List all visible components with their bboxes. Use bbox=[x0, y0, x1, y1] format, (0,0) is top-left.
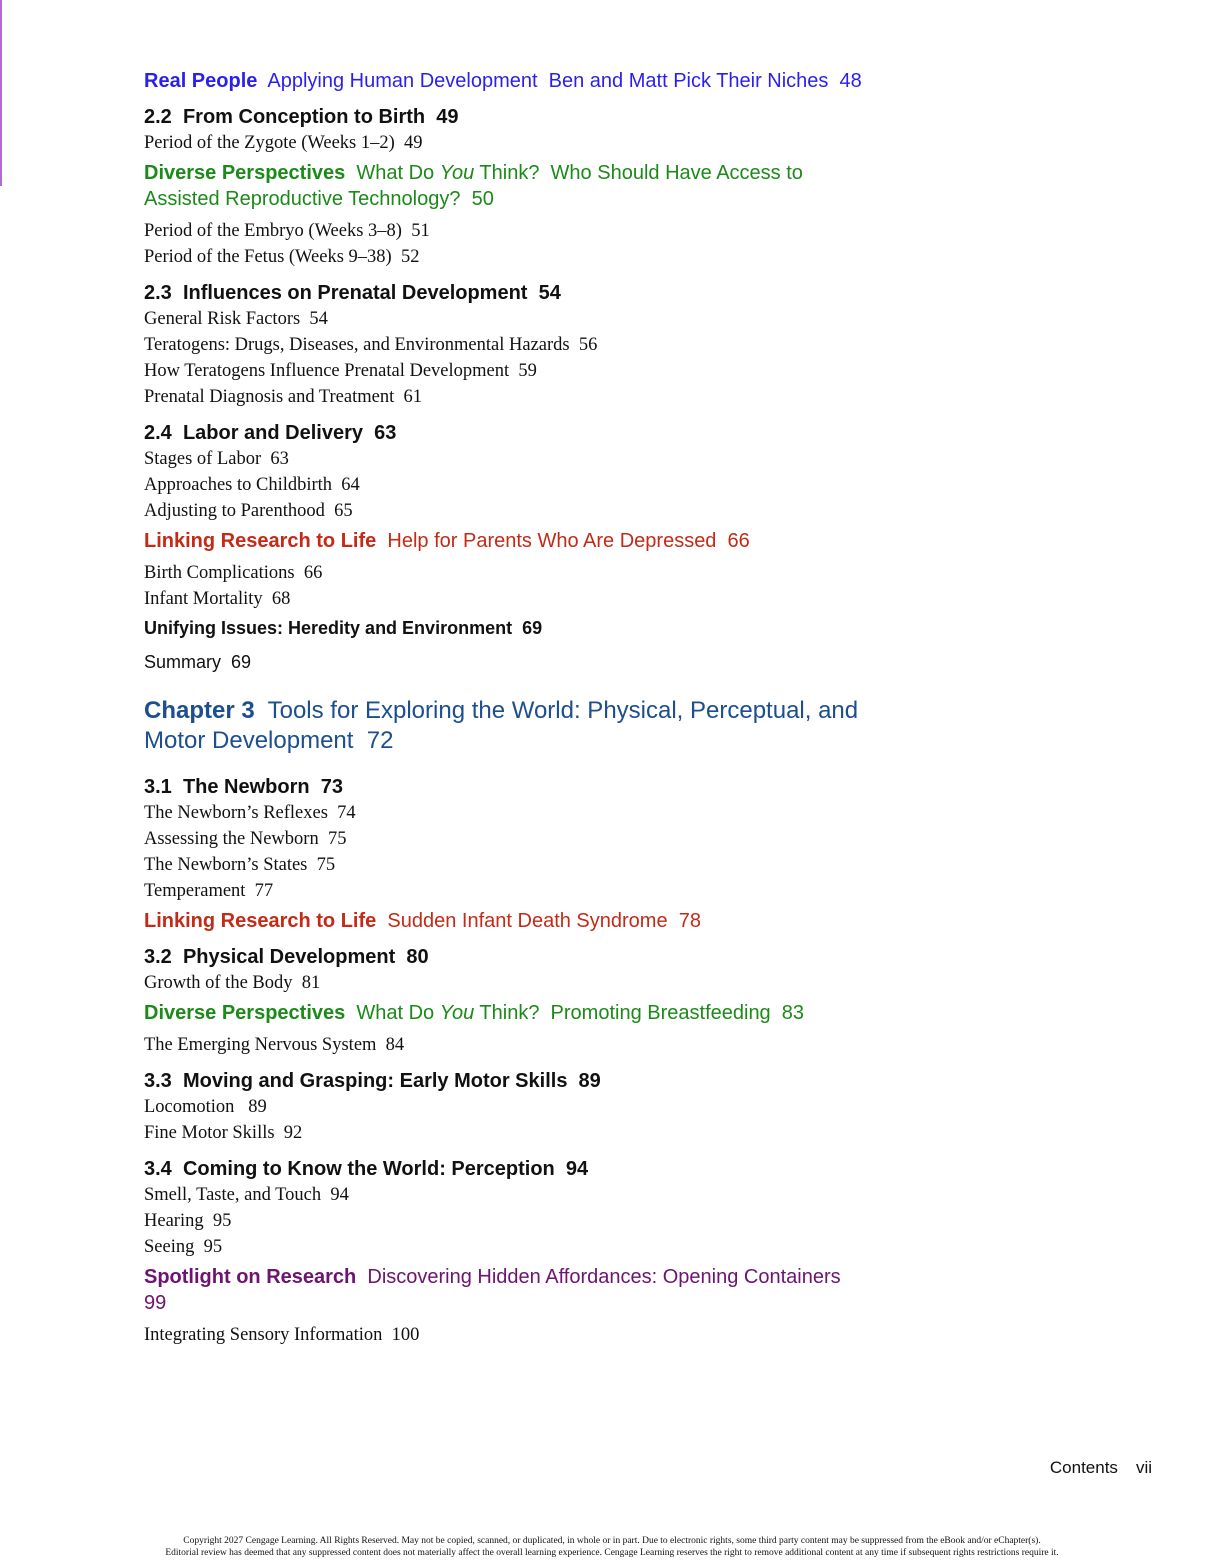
feature-title: Applying Human Development Ben and Matt Pick Their Niches 48 bbox=[267, 70, 862, 92]
feature-title: Help for Parents Who Are Depressed 66 bbox=[387, 530, 750, 552]
subsection-title: Birth Complications 66 bbox=[144, 563, 323, 583]
unifying-issues-title: Unifying Issues: Heredity and Environment 69 bbox=[144, 618, 543, 638]
subsection-entry bbox=[144, 800, 864, 826]
subsection-title: Fine Motor Skills 92 bbox=[144, 1123, 303, 1143]
section-number: 3.1 bbox=[144, 776, 172, 798]
subsection-title: Locomotion 89 bbox=[144, 1097, 267, 1117]
subsection-title: The Newborn’s States 75 bbox=[144, 855, 336, 875]
subsection-entry bbox=[144, 306, 864, 332]
subsection-entry bbox=[144, 560, 864, 586]
subsection-title: Smell, Taste, and Touch 94 bbox=[144, 1185, 349, 1205]
subsection-title: Approaches to Childbirth 64 bbox=[144, 475, 360, 495]
subsection-entry bbox=[144, 852, 864, 878]
section-heading bbox=[144, 420, 864, 446]
feature-label: Diverse Perspectives bbox=[144, 162, 346, 184]
feature-title: Sudden Infant Death Syndrome 78 bbox=[387, 910, 701, 932]
subsection-entry bbox=[144, 384, 864, 410]
section-number: 2.3 bbox=[144, 282, 172, 304]
feature-title: What Do You Think? Promoting Breastfeeding 83 bbox=[356, 1002, 805, 1024]
feature-entry bbox=[144, 1264, 864, 1316]
section-heading bbox=[144, 774, 864, 800]
subsection-entry bbox=[144, 1208, 864, 1234]
subsection-entry bbox=[144, 332, 864, 358]
page-edge-line bbox=[0, 0, 2, 186]
chapter-title: Tools for Exploring the World: Physical, Perceptual, and Motor Development 72 bbox=[144, 697, 865, 754]
section-number: 2.2 bbox=[144, 106, 172, 128]
feature-entry bbox=[144, 908, 864, 934]
section-title: From Conception to Birth 49 bbox=[182, 106, 459, 128]
subsection-entry bbox=[144, 358, 864, 384]
feature-label: Linking Research to Life bbox=[144, 530, 377, 552]
subsection-entry bbox=[144, 878, 864, 904]
feature-title: What Do You Think? Who Should Have Access to Assisted Reproductive Technology? 50 bbox=[144, 162, 808, 210]
section-title: Physical Development 80 bbox=[182, 946, 429, 968]
subsection-title: Seeing 95 bbox=[144, 1237, 223, 1257]
feature-entry bbox=[144, 528, 864, 554]
subsection-title: Adjusting to Parenthood 65 bbox=[144, 501, 353, 521]
subsection-entry bbox=[144, 970, 864, 996]
subsection-title: Prenatal Diagnosis and Treatment 61 bbox=[144, 387, 422, 407]
page-footer bbox=[1050, 1458, 1152, 1478]
section-heading bbox=[144, 1156, 864, 1182]
subsection-entry bbox=[144, 1120, 864, 1146]
feature-label: Real People bbox=[144, 70, 258, 92]
feature-label: Spotlight on Research bbox=[144, 1266, 357, 1288]
unifying-issues-entry bbox=[144, 616, 864, 640]
section-title: Influences on Prenatal Development 54 bbox=[182, 282, 561, 304]
page-number: vii bbox=[1135, 1458, 1152, 1477]
subsection-title: Temperament 77 bbox=[144, 881, 274, 901]
feature-entry bbox=[144, 1000, 864, 1026]
feature-title: Discovering Hidden Affordances: Opening Containers 99 bbox=[144, 1266, 852, 1314]
section-number: 2.4 bbox=[144, 422, 172, 444]
subsection-title: Assessing the Newborn 75 bbox=[144, 829, 347, 849]
subsection-title: The Emerging Nervous System 84 bbox=[144, 1035, 405, 1055]
section-title: Moving and Grasping: Early Motor Skills 89 bbox=[182, 1070, 601, 1092]
subsection-entry bbox=[144, 446, 864, 472]
footer-label: Contents bbox=[1049, 1458, 1118, 1477]
subsection-title: Period of the Zygote (Weeks 1–2) 49 bbox=[144, 133, 423, 153]
subsection-entry bbox=[144, 472, 864, 498]
subsection-entry bbox=[144, 1322, 864, 1348]
feature-entry bbox=[144, 160, 864, 212]
subsection-title: Infant Mortality 68 bbox=[144, 589, 291, 609]
summary-entry bbox=[144, 650, 864, 674]
subsection-title: Hearing 95 bbox=[144, 1211, 232, 1231]
feature-entry bbox=[144, 68, 864, 94]
feature-label: Diverse Perspectives bbox=[144, 1002, 346, 1024]
chapter-label: Chapter 3 bbox=[144, 697, 255, 724]
section-number: 3.3 bbox=[144, 1070, 172, 1092]
subsection-title: Teratogens: Drugs, Diseases, and Environmental Hazards 56 bbox=[144, 335, 598, 355]
subsection-entry bbox=[144, 586, 864, 612]
section-number: 3.2 bbox=[144, 946, 172, 968]
subsection-title: Stages of Labor 63 bbox=[144, 449, 289, 469]
subsection-entry bbox=[144, 1094, 864, 1120]
copyright-line-1: Copyright 2027 Cengage Learning. All Rights Reserved. May not be copied, scanned, or duplicated, in whole or in part. Due to electronic rights, some third party content may be suppressed from the eBook and/or eChapter(s). bbox=[183, 1536, 1041, 1546]
subsection-entry bbox=[144, 498, 864, 524]
subsection-title: General Risk Factors 54 bbox=[144, 309, 328, 329]
feature-label: Linking Research to Life bbox=[144, 910, 377, 932]
subsection-entry bbox=[144, 218, 864, 244]
subsection-entry bbox=[144, 244, 864, 270]
table-of-contents bbox=[144, 68, 864, 1348]
copyright-line-2: Editorial review has deemed that any suppressed content does not materially affect the overall learning experience. Cengage Learning reserves the right to remove additional content at any time if subsequent rights restrictions require it. bbox=[165, 1548, 1059, 1558]
section-heading bbox=[144, 104, 864, 130]
subsection-title: Growth of the Body 81 bbox=[144, 973, 321, 993]
subsection-entry bbox=[144, 130, 864, 156]
section-title: The Newborn 73 bbox=[182, 776, 343, 798]
summary-title: Summary 69 bbox=[144, 652, 252, 672]
subsection-title: The Newborn’s Reflexes 74 bbox=[144, 803, 356, 823]
section-heading bbox=[144, 1068, 864, 1094]
section-number: 3.4 bbox=[144, 1158, 172, 1180]
section-heading bbox=[144, 944, 864, 970]
subsection-title: Period of the Fetus (Weeks 9–38) 52 bbox=[144, 247, 420, 267]
copyright-notice bbox=[0, 1535, 1224, 1559]
subsection-title: Integrating Sensory Information 100 bbox=[144, 1325, 420, 1345]
subsection-entry bbox=[144, 826, 864, 852]
subsection-title: How Teratogens Influence Prenatal Development 59 bbox=[144, 361, 537, 381]
subsection-entry bbox=[144, 1234, 864, 1260]
subsection-entry bbox=[144, 1182, 864, 1208]
subsection-entry bbox=[144, 1032, 864, 1058]
section-heading bbox=[144, 280, 864, 306]
subsection-title: Period of the Embryo (Weeks 3–8) 51 bbox=[144, 221, 430, 241]
section-title: Labor and Delivery 63 bbox=[182, 422, 397, 444]
chapter-heading bbox=[144, 696, 864, 756]
section-title: Coming to Know the World: Perception 94 bbox=[182, 1158, 589, 1180]
